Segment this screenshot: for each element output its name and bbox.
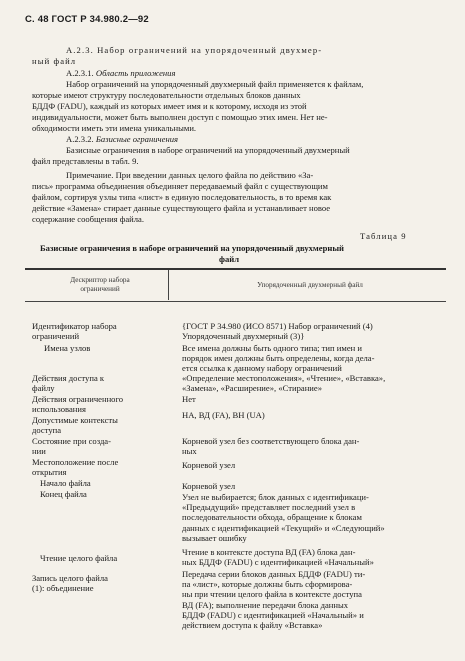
section-a232-heading xyxy=(66,134,178,145)
para1-line: обходимости иметь эти имена уникальными. xyxy=(32,123,197,133)
section-a23-line1: А.2.3. Набор ограничений на упорядоченный двухмер- xyxy=(66,45,323,55)
descriptor-line: ограничений xyxy=(32,331,80,342)
value-line: Корневой узел xyxy=(182,460,236,470)
descriptor-line: Идентификатор набора xyxy=(32,321,117,331)
table-row-descriptor xyxy=(32,573,166,593)
section-a23-line2: ный файл xyxy=(32,56,77,66)
note-line: пись» программа объединения объединяет передаваемый файл с существующим xyxy=(32,181,328,191)
para1-line: Набор ограничений на упорядоченный двухмерный файл применяется к файлам, xyxy=(66,79,364,89)
value-line: {ГОСТ Р 34.980 (ИСО 8571) Набор ограничений (4) xyxy=(182,321,373,331)
value-line: Упорядоченный двухмерный (3)} xyxy=(182,331,305,342)
descriptor-line: Имена узлов xyxy=(44,343,91,353)
table-caption: Таблица 9 xyxy=(360,231,407,241)
section-a232-title: Базисные ограничения xyxy=(95,134,179,144)
para1-line: которые имеют структуру последовательности отдельных блоков данных xyxy=(32,90,301,100)
table-row-value xyxy=(182,394,446,404)
section-a231-heading xyxy=(66,68,175,79)
para2-line: Базисные ограничения в наборе ограничений на упорядоченный двухмерный xyxy=(66,145,350,155)
para1-line: индивидуальности, может быть выполнен доступ с помощью этих имен. Нет не- xyxy=(32,112,328,122)
value-line: данных с идентификацией «Текущий» и «Следующий» xyxy=(182,522,385,533)
value-line: НА, ВД (FA), ВН (UA) xyxy=(182,410,265,420)
table-row-descriptor xyxy=(32,457,166,477)
descriptor-line: Местоположение после xyxy=(32,457,119,467)
note-line: файлом, сортируя узлы типа «лист» в единую последовательность, в то время как xyxy=(32,192,332,202)
value-line: «Предыдущий» представляет последний узел в xyxy=(182,502,356,513)
descriptor-line: Начало файла xyxy=(40,478,91,488)
descriptor-line: Конец файла xyxy=(40,489,87,499)
table-row-value xyxy=(182,460,446,470)
value-line: действием доступа к файлу «Вставка» xyxy=(182,620,323,631)
table-row-value xyxy=(182,492,446,543)
table-row-descriptor xyxy=(44,343,178,353)
table-row-value xyxy=(182,373,446,393)
table-col1-header xyxy=(40,276,160,294)
value-line: Корневой узел xyxy=(182,481,236,491)
para1-line: БДДФ (FADU), каждый из которых имеет имя и к которому, исходя из этой xyxy=(32,101,307,111)
descriptor-line: Состояние при созда- xyxy=(32,436,111,446)
page-header: С. 48 ГОСТ Р 34.980.2—92 xyxy=(25,14,149,25)
descriptor-line: (1): объединение xyxy=(32,583,94,594)
table-header-divider xyxy=(168,270,169,300)
section-a232-number: А.2.3.2. xyxy=(66,134,94,144)
value-line: Чтение в контексте доступа ВД (FA) блока дан- xyxy=(182,547,356,557)
descriptor-line: использования xyxy=(32,404,86,415)
value-line: БДДФ (FADU) с идентификацией «Начальный» и xyxy=(182,609,364,620)
table-col2-header: Упорядоченный двухмерный файл xyxy=(257,281,363,289)
value-line: «Замена», «Расширение», «Стирание» xyxy=(182,383,323,394)
value-line: ны при чтении целого файла в контексте доступа xyxy=(182,589,362,600)
value-line: па «лист», которые должны быть сформирова- xyxy=(182,579,353,590)
value-line: Передача серии блоков данных БДДФ (FADU) ти- xyxy=(182,569,366,579)
note-line: содержание сообщения файла. xyxy=(32,214,145,224)
descriptor-line: Запись целого файла xyxy=(32,573,108,583)
section-a231-number: А.2.3.1. xyxy=(66,68,94,78)
descriptor-line: файлу xyxy=(32,383,55,394)
value-line: вызывает ошибку xyxy=(182,532,247,543)
value-line: Все имена должны быть одного типа; тип имен и xyxy=(182,343,362,353)
table-row-value xyxy=(182,410,446,420)
table-row-value xyxy=(182,547,446,567)
table-row-value xyxy=(182,436,446,456)
value-line: ных xyxy=(182,446,197,457)
note-line: действие «Замена» стирает данные существующего файла и устанавливает новое xyxy=(32,203,331,213)
table-title-line2: файл xyxy=(219,254,240,264)
col1-header-line: Дескриптор набора xyxy=(70,276,130,284)
table-row-descriptor xyxy=(32,321,166,341)
table-row-descriptor xyxy=(40,489,174,499)
value-line: порядок имен должны быть определены, когда дела- xyxy=(182,353,375,364)
descriptor-line: нии xyxy=(32,446,46,457)
table-row-value xyxy=(182,343,446,374)
table-row-descriptor xyxy=(32,373,166,393)
col1-header-line: ограничений xyxy=(80,285,120,293)
descriptor-line: открытия xyxy=(32,467,67,478)
value-line: ется ссылка к данному набору ограничений xyxy=(182,363,342,374)
table-header-rule xyxy=(25,301,446,302)
section-a231-title: Область приложения xyxy=(95,68,176,78)
table-row-descriptor xyxy=(40,553,174,563)
table-row-descriptor xyxy=(40,478,174,488)
table-row-value xyxy=(182,481,446,491)
descriptor-line: доступа xyxy=(32,425,62,436)
descriptor-line: Действия ограниченного xyxy=(32,394,124,404)
table-row-value xyxy=(182,321,446,341)
value-line: Нет xyxy=(182,394,196,404)
descriptor-line: Действия доступа к xyxy=(32,373,105,383)
value-line: последовательности обхода, обращение к блокам xyxy=(182,512,362,523)
table-row-descriptor xyxy=(32,436,166,456)
table-row-descriptor xyxy=(32,394,166,414)
descriptor-line: Допустимые контексты xyxy=(32,415,118,425)
table-top-rule xyxy=(25,268,446,270)
table-title-line1: Базисные ограничения в наборе ограничений на упорядоченный двухмерный xyxy=(40,243,344,253)
table-row-descriptor xyxy=(32,415,166,435)
table-row-value xyxy=(182,569,446,630)
para2-line: файл представлены в табл. 9. xyxy=(32,156,139,166)
value-line: «Определение местоположения», «Чтение», «Вставка», xyxy=(182,373,386,383)
note-line: Примечание. При введении данных целого файла по действию «За- xyxy=(66,170,314,180)
value-line: Узел не выбирается; блок данных с идентификаци- xyxy=(182,492,369,502)
value-line: ных БДДФ (FADU) с идентификацией «Начальный» xyxy=(182,557,374,568)
descriptor-line: Чтение целого файла xyxy=(40,553,118,563)
value-line: ВД (FA); выполнение передачи блока данных xyxy=(182,599,349,610)
value-line: Корневой узел без соответствующего блока дан- xyxy=(182,436,360,446)
